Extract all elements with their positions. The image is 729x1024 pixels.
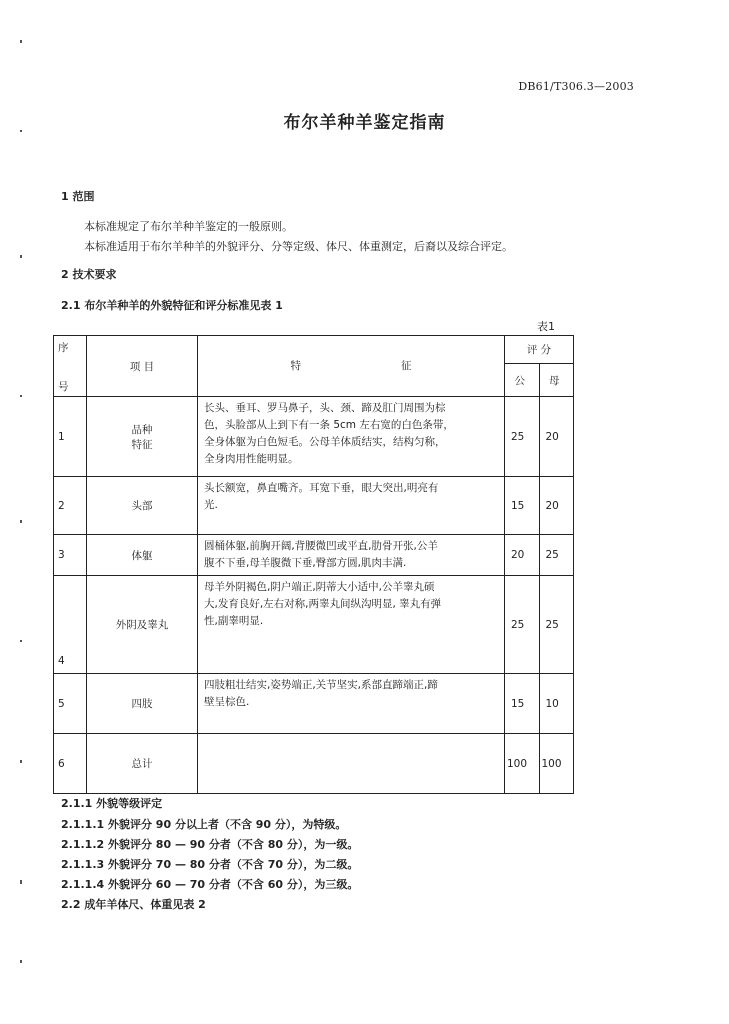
section-1-heading: 1 范围 [61, 190, 95, 203]
standard-code: DB61/T306.3—2003 [518, 80, 634, 93]
row-feature [198, 674, 505, 734]
row-item: 外阴及睾丸 [87, 576, 198, 674]
row-score-female: 20 [539, 477, 574, 535]
table-row [54, 576, 574, 674]
row-number: 6 [54, 734, 87, 794]
row-feature [198, 535, 505, 576]
row-item: 四肢 [87, 674, 198, 734]
feature-line: 壁呈棕色. [204, 696, 250, 708]
row-score-female: 100 [539, 734, 574, 794]
feature-line: 母羊外阴褐色,阴户端正,阴蒂大小适中,公羊睾丸硕 [204, 581, 435, 593]
feature-line: 色，头脸部从上到下有一条 5cm 左右宽的白色条带， [204, 419, 454, 431]
header-feature-char-1: 特 [290, 359, 301, 372]
row-number: 3 [54, 535, 87, 576]
section-2-heading: 2 技术要求 [61, 268, 117, 281]
row-item [87, 397, 198, 477]
row-score-female: 25 [539, 576, 574, 674]
header-male: 公 [505, 364, 540, 397]
feature-line: 性,副睾明显. [204, 615, 264, 627]
row-number: 5 [54, 674, 87, 734]
section-2-1-1-heading: 2.1.1 外貌等级评定 [61, 797, 163, 810]
feature-line: 全身肉用性能明显。 [204, 453, 299, 465]
feature-line: 头长额宽，鼻直嘴齐。耳宽下垂，眼大突出,明亮有 [204, 482, 439, 494]
header-no-bottom: 号 [58, 381, 69, 393]
row-feature-empty [198, 734, 505, 794]
row-feature [198, 397, 505, 477]
document-title: 布尔羊种羊鉴定指南 [283, 113, 446, 133]
section-1-paragraph-1: 本标准规定了布尔羊种羊鉴定的一般原则。 [84, 220, 293, 233]
row-score-female: 10 [539, 674, 574, 734]
header-score: 评 分 [505, 336, 574, 364]
row-score-male: 25 [505, 576, 540, 674]
feature-line: 光. [204, 499, 218, 511]
row-feature [198, 477, 505, 535]
header-female: 母 [539, 364, 574, 397]
section-2-1-heading: 2.1 布尔羊种羊的外貌特征和评分标准见表 1 [61, 299, 283, 312]
header-item: 项 目 [87, 336, 198, 397]
row-item-line-2: 特征 [131, 438, 153, 451]
header-no [54, 336, 87, 397]
feature-line: 腹不下垂,母羊腹微下垂,臀部方圆,肌肉丰满. [204, 557, 407, 569]
row-item: 体躯 [87, 535, 198, 576]
grade-second: 2.1.1.3 外貌评分 70 — 80 分者（不含 70 分），为二级。 [61, 858, 359, 871]
row-item: 头部 [87, 477, 198, 535]
row-item-line-1: 品种 [131, 423, 153, 436]
feature-line: 长头、垂耳、罗马鼻子，头、颈、蹄及肛门周围为棕 [204, 402, 446, 414]
row-number: 4 [54, 576, 87, 674]
row-number: 1 [54, 397, 87, 477]
scoring-table [53, 335, 574, 794]
row-feature [198, 576, 505, 674]
row-score-male: 25 [505, 397, 540, 477]
row-score-male: 15 [505, 674, 540, 734]
table-row [54, 397, 574, 477]
table-row [54, 535, 574, 576]
feature-line: 四肢粗壮结实,姿势端正,关节坚实,系部直蹄端正,蹄 [204, 679, 438, 691]
feature-line: 全身体躯为白色短毛。公母羊体质结实，结构匀称， [204, 436, 446, 448]
row-score-female: 20 [539, 397, 574, 477]
feature-line: 大,发育良好,左右对称,两睾丸间纵沟明显, 睾丸有弹 [204, 598, 442, 610]
header-no-top: 序 [58, 342, 69, 354]
row-score-male: 15 [505, 477, 540, 535]
scan-margin-marks [20, 0, 24, 1024]
grade-special: 2.1.1.1 外貌评分 90 分以上者（不含 90 分），为特级。 [61, 818, 347, 831]
row-score-male: 100 [505, 734, 540, 794]
table-header-row [54, 336, 574, 364]
grade-first: 2.1.1.2 外貌评分 80 — 90 分者（不含 80 分），为一级。 [61, 838, 359, 851]
header-feature [198, 336, 505, 397]
feature-line: 圆桶体躯,前胸开阔,背腰微凹或平直,肋骨开张,公羊 [204, 540, 438, 552]
table-row [54, 477, 574, 535]
row-score-male: 20 [505, 535, 540, 576]
row-number: 2 [54, 477, 87, 535]
grade-third: 2.1.1.4 外貌评分 60 — 70 分者（不含 60 分），为三级。 [61, 878, 359, 891]
table-caption: 表1 [537, 320, 555, 333]
section-2-2-heading: 2.2 成年羊体尺、体重见表 2 [61, 898, 206, 911]
table-row-total [54, 734, 574, 794]
table-row [54, 674, 574, 734]
header-feature-char-2: 征 [401, 359, 412, 372]
row-item: 总计 [87, 734, 198, 794]
row-score-female: 25 [539, 535, 574, 576]
section-1-paragraph-2: 本标准适用于布尔羊种羊的外貌评分、分等定级、体尺、体重测定，后裔以及综合评定。 [84, 240, 513, 253]
